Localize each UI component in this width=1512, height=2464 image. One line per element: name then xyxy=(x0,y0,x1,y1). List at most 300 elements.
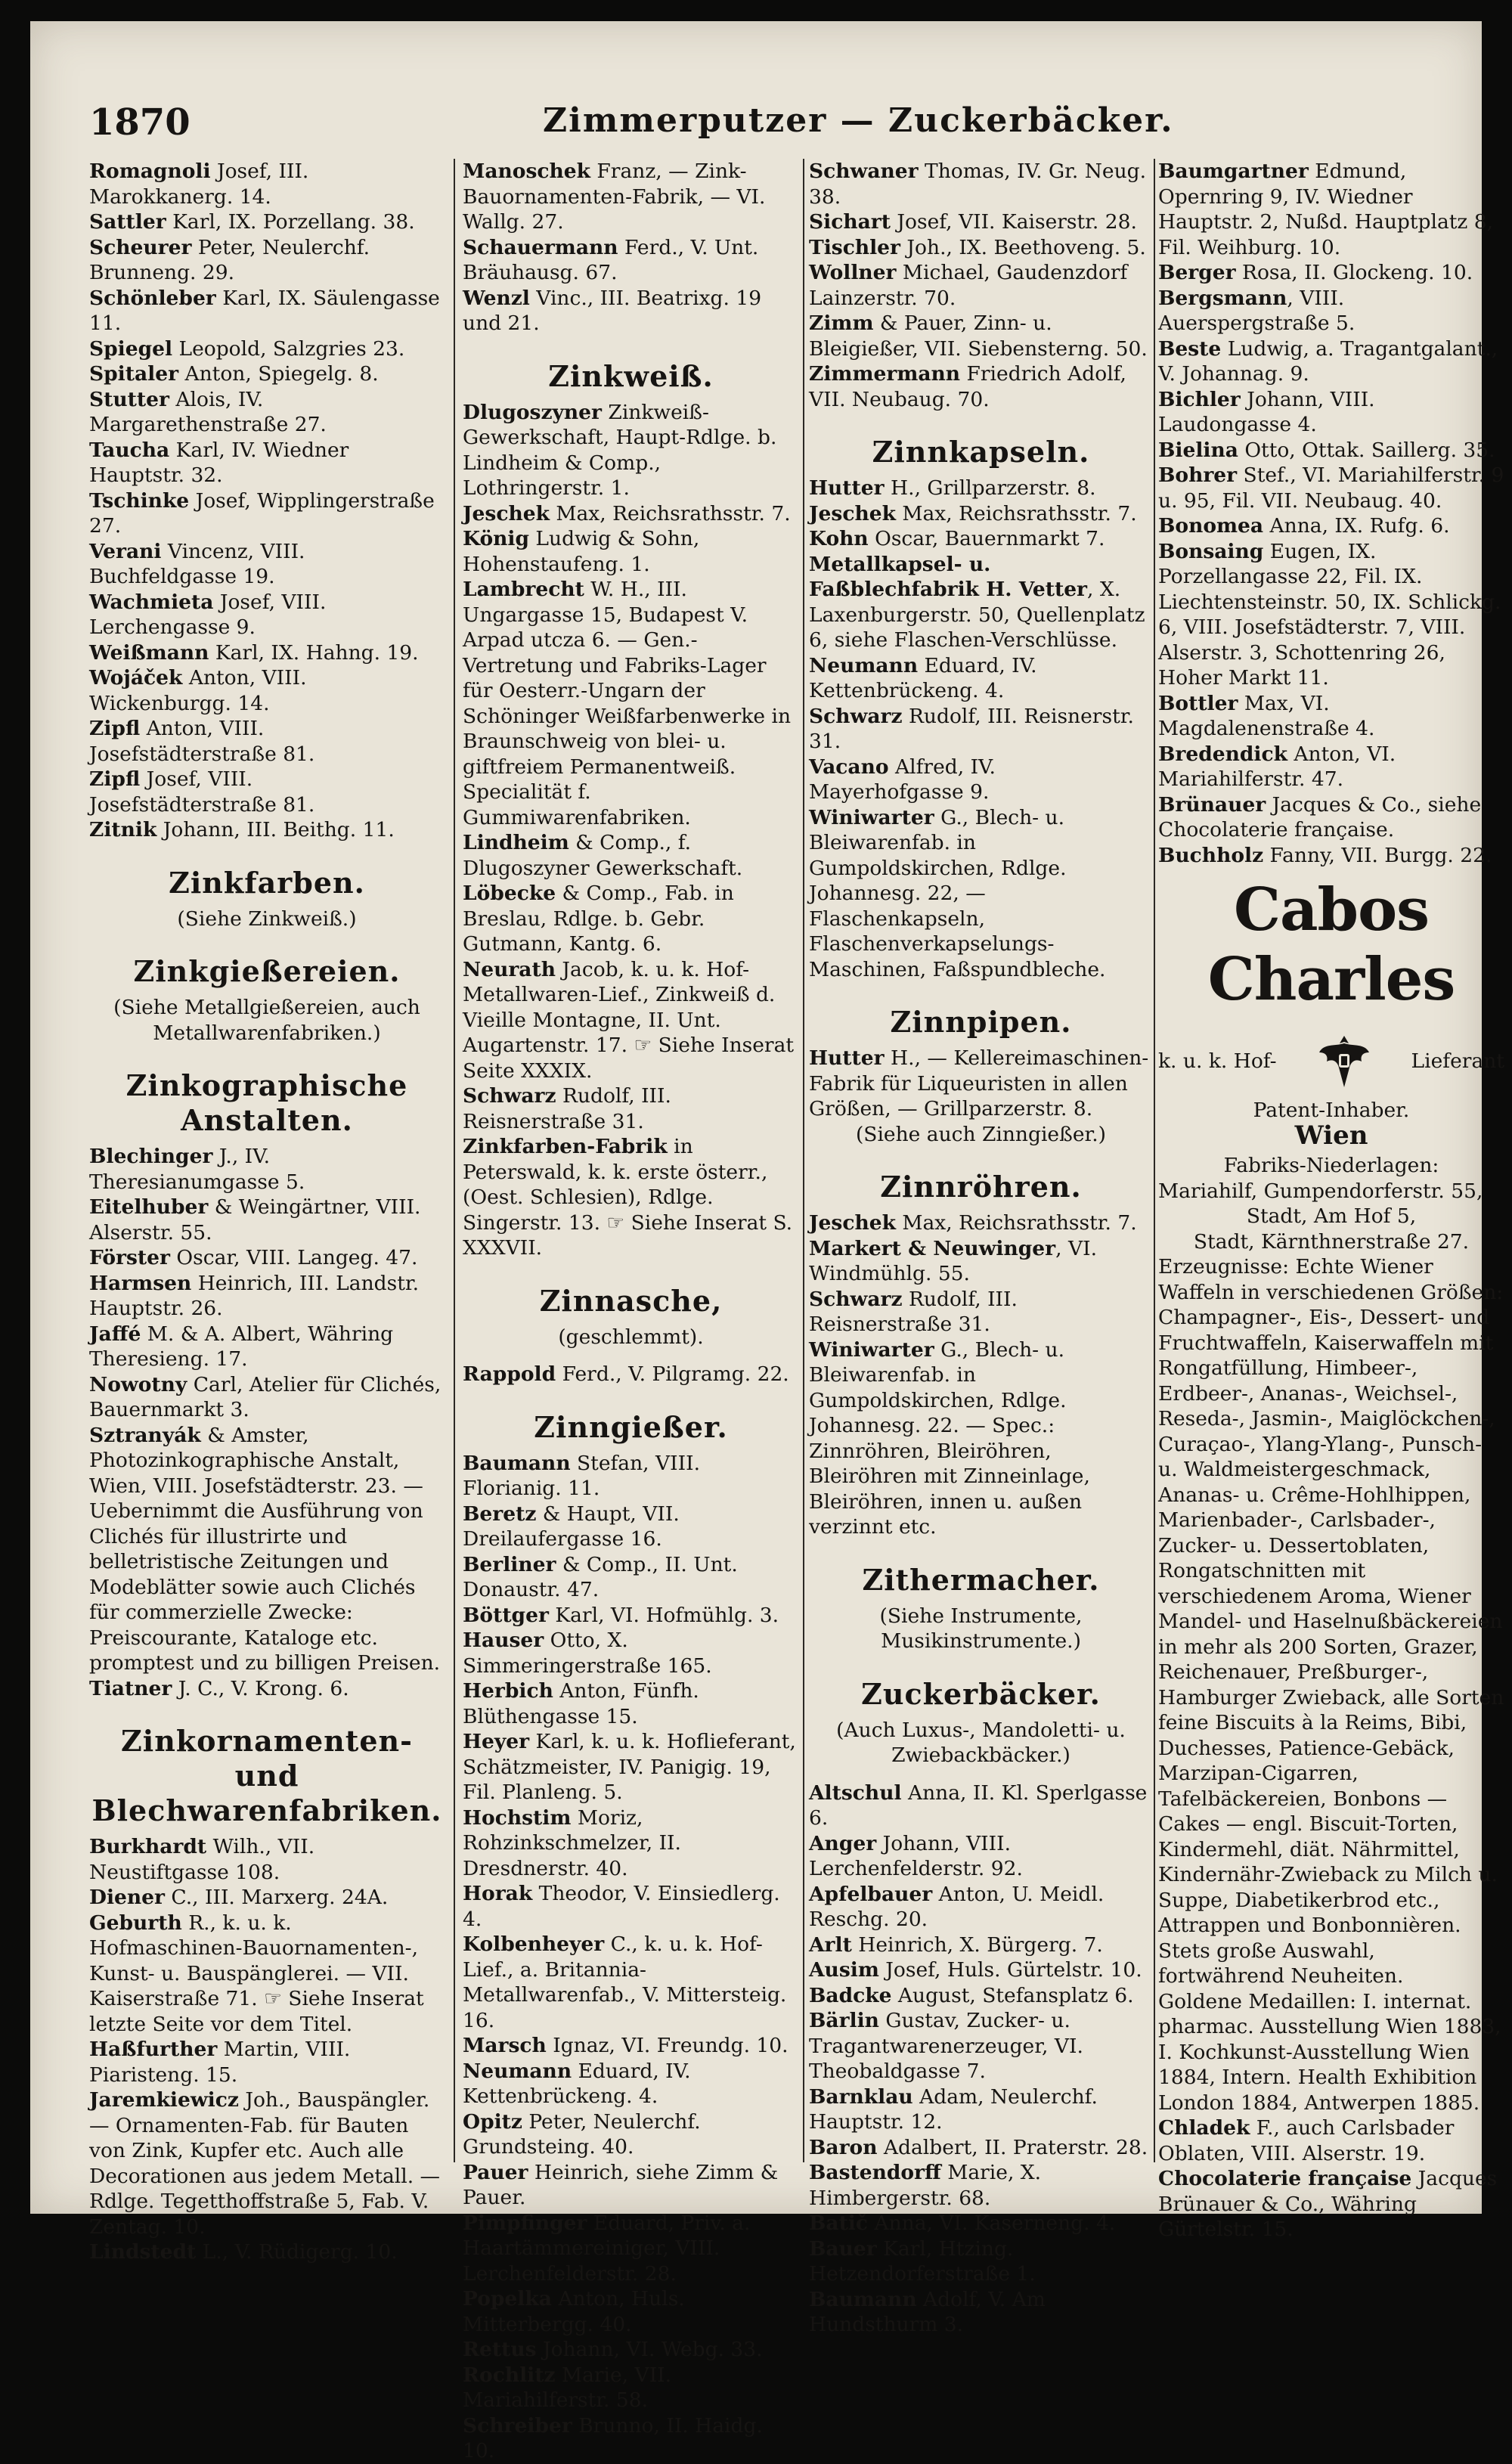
page-number: 1870 xyxy=(89,101,191,144)
directory-entry xyxy=(463,2211,799,2287)
directory-entry xyxy=(463,286,799,336)
outlet-line: Stadt, Am Hof 5, xyxy=(1246,1204,1417,1228)
directory-entry xyxy=(463,526,799,577)
directory-entry xyxy=(89,159,445,209)
directory-entry xyxy=(463,1932,799,2033)
entry-details: Gustav, Zucker- u. Tragantwarenerzeuger, VI. Theobaldgasse 7. xyxy=(809,2009,1083,2083)
entry-name: Brünauer xyxy=(1158,792,1266,817)
directory-entry xyxy=(809,1957,1153,1983)
entry-details: Oscar, Bauernmarkt 7. xyxy=(868,527,1105,550)
entry-details: Anton, VI. Mariahilferstr. 47. xyxy=(1158,742,1396,791)
entry-name: Sattler xyxy=(89,210,166,234)
directory-entry xyxy=(463,400,799,501)
section-heading: Zinnkapseln. xyxy=(872,435,1090,469)
directory-entry xyxy=(89,640,445,666)
entry-details: Oscar, VIII. Langeg. 47. xyxy=(169,1246,418,1269)
entry-name: Nowotny xyxy=(89,1372,187,1396)
directory-entry xyxy=(463,577,799,830)
entry-name: Marsch xyxy=(463,2034,547,2057)
directory-entry xyxy=(89,665,445,716)
entry-details: Karl, IV. Wiedner Hauptstr. 32. xyxy=(89,438,349,487)
entry-details: C., k. u. k. Hof-Lief., a. Britannia-Metallwarenfab., V. Mittersteig. 16. xyxy=(463,1932,787,2032)
entry-name: Zinkfarben-Fabrik xyxy=(463,1135,668,1158)
entry-details: & Pauer, Zinn- u. Bleigießer, VII. Siebensterng. 50. xyxy=(809,311,1148,361)
entry-details: Rudolf, III. Reisnerstraße 31. xyxy=(463,1084,671,1133)
entry-name: Wenzl xyxy=(463,286,530,310)
section-heading: Zinkweiß. xyxy=(548,358,714,393)
entry-name: Bärlin xyxy=(809,2009,879,2032)
entry-name: Rochlitz xyxy=(463,2363,556,2387)
directory-entry xyxy=(463,1134,799,1261)
section-heading: Zithermacher. xyxy=(862,1562,1100,1597)
entry-details: Josef, VIII. Josefstädterstraße 81. xyxy=(89,767,315,817)
entry-details: Anton, VIII. Wickenburgg. 14. xyxy=(89,666,307,715)
entry-details: Max, VI. Magdalenenstraße 4. xyxy=(1158,691,1375,740)
entry-details: Adalbert, II. Praterstr. 28. xyxy=(877,2135,1148,2159)
directory-entry xyxy=(89,817,445,843)
entry-name: Stutter xyxy=(89,387,169,411)
entry-details: in Peterswald, k. k. erste österr., (Oest. Schlesien), Rdlge. Singerstr. 13. ☞ Siehe Inserat S. XXXVII. xyxy=(463,1135,793,1260)
entry-details: Peter, Neulerchf. Grundsteing. 40. xyxy=(463,2109,701,2159)
entry-details: Karl, IX. Porzellang. 38. xyxy=(166,210,415,234)
directory-entry xyxy=(463,159,799,235)
entry-details: , X. Laxenburgerstr. 50, Quellenplatz 6, siehe Flaschen-Verschlüsse. xyxy=(809,578,1145,652)
directory-entry xyxy=(1158,286,1504,336)
directory-entry xyxy=(809,805,1153,983)
entry-name: Lindheim xyxy=(463,831,569,854)
entry-list xyxy=(89,1834,445,2265)
entry-name: Berliner xyxy=(463,1552,556,1576)
entry-details: Anna, II. Kl. Sperlgasse 6. xyxy=(809,1781,1148,1830)
entry-details: August, Stefansplatz 6. xyxy=(891,1983,1134,2007)
entry-name: Jeschek xyxy=(809,1211,896,1235)
entry-name: Zipfl xyxy=(89,717,141,740)
entry-name: Neumann xyxy=(463,2059,572,2083)
entry-details: R., k. u. k. Hofmaschinen-Bauornamenten-, Kunst- u. Bauspänglerei. — VII. Kaiserstraße 71. ☞ Siehe Inserat letzte Seite vor dem Titel. xyxy=(89,1911,424,2036)
entry-name: Lindstedt xyxy=(89,2240,197,2264)
entry-name: Bredendick xyxy=(1158,742,1287,766)
entry-details: Alois, IV. Margarethenstraße 27. xyxy=(89,387,327,436)
entry-details: H., — Kellereimaschinen-Fabrik für Liqueuristen in allen Größen, — Grillparzerstr. 8. xyxy=(809,1046,1149,1120)
directory-entry xyxy=(89,539,445,590)
entry-name: Apfelbauer xyxy=(809,1882,933,1906)
entry-details: Otto, X. Simmeringerstraße 165. xyxy=(463,1629,712,1678)
directory-entry xyxy=(809,704,1153,755)
entry-details: Eduard, IV. Kettenbrückeng. 4. xyxy=(463,2059,691,2108)
directory-entry xyxy=(809,526,1153,552)
entry-name: Bauer xyxy=(809,2236,877,2261)
entry-name: Schwaner xyxy=(809,160,919,183)
entry-details: Josef, Huls. Gürtelstr. 10. xyxy=(878,1958,1142,1982)
entry-details: Jacques Brünauer & Co., Währing Gürtelstr. 15. xyxy=(1158,2167,1498,2241)
entry-name: Anger xyxy=(809,1831,877,1855)
entry-details: Anton, Huls. Mitterbergg. 40. xyxy=(463,2287,685,2336)
column-rule xyxy=(454,159,455,2162)
entry-details: Josef, Wipplingerstraße 27. xyxy=(89,488,435,538)
entry-name: Pauer xyxy=(463,2160,528,2184)
directory-entry xyxy=(809,476,1153,501)
entry-name: Förster xyxy=(89,1246,170,1269)
directory-entry xyxy=(809,1831,1153,1882)
entry-name: Bergsmann xyxy=(1158,286,1287,310)
directory-entry xyxy=(809,361,1153,412)
entry-name: Sichart xyxy=(809,210,891,234)
directory-entry xyxy=(463,830,799,881)
medals-text: Goldene Medaillen: I. internat. pharmac. Ausstellung Wien 1883, I. Kochkunst-Ausstellung Wien 1884, Intern. Health Exhibition London 1884, Antwerpen 1885. xyxy=(1158,1989,1501,2115)
directory-entry xyxy=(89,1245,445,1271)
entry-details: Eduard, IV. Kettenbrückeng. 4. xyxy=(809,653,1037,702)
directory-entry xyxy=(463,2160,799,2211)
entry-name: Haßfurther xyxy=(89,2038,218,2061)
entry-name: Winiwarter xyxy=(809,805,934,829)
entry-name: Zitnik xyxy=(89,818,157,841)
section-note: (Siehe Instrumente, Musikinstrumente.) xyxy=(879,1604,1083,1653)
entry-details: & Weingärtner, VIII. Alserstr. 55. xyxy=(89,1195,421,1244)
entry-name: Badcke xyxy=(809,1983,892,2007)
entry-details: Otto, Ottak. Saillerg. 35. xyxy=(1238,438,1495,462)
entry-name: Bichler xyxy=(1158,387,1241,411)
entry-details: & Comp., f. Dlugoszyner Gewerkschaft. xyxy=(463,831,743,880)
directory-entry xyxy=(463,2109,799,2160)
entry-details: Heinrich, siehe Zimm & Pauer. xyxy=(463,2160,779,2209)
entry-list xyxy=(1158,159,1504,868)
entry-name: Hutter xyxy=(809,1046,885,1070)
entry-name: Diener xyxy=(89,1886,165,1909)
entry-name: Jaremkiewicz xyxy=(89,2088,239,2112)
entry-name: Taucha xyxy=(89,438,170,462)
entry-details: Vincenz, VIII. Buchfeldgasse 19. xyxy=(89,539,305,588)
directory-entry xyxy=(89,488,445,539)
entry-details: M. & A. Albert, Währing Theresieng. 17. xyxy=(89,1322,394,1371)
entry-name: Bonomea xyxy=(1158,514,1264,538)
directory-entry xyxy=(89,336,445,362)
directory-entry xyxy=(809,1983,1153,2009)
entry-details: Franz, — Zink-Bauornamenten-Fabrik, — VI. Wallg. 27. xyxy=(463,160,766,234)
entry-name: Spitaler xyxy=(89,362,179,386)
directory-entry xyxy=(463,2337,799,2363)
entry-name: Dlugoszyner xyxy=(463,400,602,424)
directory-entry xyxy=(89,1144,445,1195)
entry-details: Friedrich Adolf, VII. Neubaug. 70. xyxy=(809,362,1126,411)
entry-name: Bottler xyxy=(1158,691,1238,715)
entry-details: Anton, Spiegelg. 8. xyxy=(178,362,379,386)
entry-name: Barnklau xyxy=(809,2084,913,2109)
entry-name: Zimm xyxy=(809,311,874,335)
entry-details: G., Blech- u. Bleiwarenfab. in Gumpoldskirchen, Rdlge. Johannesg. 22, — Flaschenkapseln, Flaschenverkapselungs-Maschinen, Faßspundbleche. xyxy=(809,805,1106,981)
directory-entry xyxy=(1158,2115,1504,2166)
directory-entry xyxy=(89,716,445,767)
entry-name: Herbich xyxy=(463,1679,553,1703)
directory-entry xyxy=(809,1046,1153,1122)
entry-name: Arlt xyxy=(809,1932,852,1957)
entry-details: Ferd., V. Unt. Bräuhausg. 67. xyxy=(463,235,759,284)
directory-entry xyxy=(463,2363,799,2413)
entry-name: Wollner xyxy=(809,261,897,284)
entry-details: Josef, III. Marokkanerg. 14. xyxy=(89,160,309,209)
directory-entry xyxy=(809,1781,1153,1831)
entry-name: Chladek xyxy=(1158,2116,1250,2140)
entry-name: Chocolaterie française xyxy=(1158,2167,1412,2190)
entry-name: Zipfl xyxy=(89,767,141,791)
directory-entry xyxy=(809,1236,1153,1287)
entry-name: Rettus xyxy=(463,2338,537,2361)
entry-name: Bielina xyxy=(1158,438,1238,462)
section-heading: Zinngießer. xyxy=(534,1409,728,1444)
entry-details: Peter, Neulerchf. Brunneng. 29. xyxy=(89,235,370,284)
section-heading: Zuckerbäcker. xyxy=(861,1676,1101,1711)
entry-details: Anna, IX. Rufg. 6. xyxy=(1263,514,1450,538)
entry-name: Schwarz xyxy=(809,1287,903,1311)
directory-entry xyxy=(89,2087,445,2239)
entry-details: & Amster, Photozinkographische Anstalt, Wien, VIII. Josefstädterstr. 23. — Uebernimmt die Ausführung von Clichés für illustrirte und belletristische Zeitungen und Modeblätter sowie auch Clichés für commerzielle Zwecke: Preiscourante, Kataloge etc. promptest und zu billigen Preisen. xyxy=(89,1423,441,1675)
entry-name: Manoschek xyxy=(463,160,590,183)
entry-name: Pimpfinger xyxy=(463,2211,587,2235)
entry-name: Baumann xyxy=(809,2287,917,2311)
page-header xyxy=(89,71,1495,147)
entry-list xyxy=(463,1362,799,1387)
directory-entry xyxy=(1158,336,1504,387)
entry-details: Adam, Neulerchf. Hauptstr. 12. xyxy=(809,2084,1098,2134)
directory-entry xyxy=(809,2236,1153,2287)
product-list-text: Erzeugnisse: Echte Wiener Waffeln in verschiedenen Größen: Champagner-, Eis-, Dessert- und Fruchtwaffeln, Kaiserwaffeln mit Rongatfüllung, Himbeer-, Erdbeer-, Ananas-, Weichsel-, Reseda-, Jasmin-, Maiglöckchen-, Curaçao-, Ylang-Ylang-, Punsch- u. Waldmeistergeschmack, Ananas- u. Crême-Hohlhippen, Marienbader-, Carlsbader-, Zucker- u. Dessertoblaten, Rongatschnitten mit verschiedenem Aroma, Wiener Mandel- und Haselnußbäckereien in mehr als 200 Sorten, Grazer, Reichenauer, Preßburger-, Hamburger Zwieback, alle Sorten feine Biscuits à la Reims, Bibi, Duchesses, Patience-Gebäck, Marzipan-Cigarren, Tafelbäckereien, Bonbons — Cakes — engl. Biscuit-Torten, Kindermehl, diät. Nährmittel, Kindernähr-Zwieback zu Milch u. Suppe, Diabetikerbrod etc., Attrappen und Bonbonnièren. Stets große Auswahl, fortwährend Neuheiten. xyxy=(1158,1255,1504,1988)
directory-entry xyxy=(809,2211,1153,2236)
directory-entry xyxy=(1158,2166,1504,2242)
entry-name: Sztranyák xyxy=(89,1423,201,1447)
entry-name: Schauermann xyxy=(463,235,618,259)
section-heading: Zinkfarben. xyxy=(169,865,365,900)
directory-entry xyxy=(89,1834,445,1885)
directory-entry xyxy=(463,1729,799,1805)
section-heading: Zinkornamenten- und Blechwarenfabriken. xyxy=(91,1724,442,1827)
entry-name: Neumann xyxy=(809,653,919,677)
column-rule xyxy=(1154,159,1155,2162)
directory-entry xyxy=(1158,742,1504,792)
entry-details: Fanny, VII. Burgg. 22. xyxy=(1263,843,1492,867)
entry-details: Adolf, V. Am Hundsthurm 3. xyxy=(809,2287,1046,2336)
directory-entry xyxy=(809,209,1153,235)
entry-name: Eitelhuber xyxy=(89,1195,209,1219)
entry-name: Zimmermann xyxy=(809,362,961,386)
directory-entry xyxy=(463,1083,799,1134)
section-heading: Zinkographische Anstalten. xyxy=(125,1068,408,1137)
entry-name: Bohrer xyxy=(1158,463,1238,487)
directory-entry xyxy=(809,2135,1153,2161)
entry-details: , VIII. Auerspergstraße 5. xyxy=(1158,286,1356,335)
entry-details: Josef, VII. Kaiserstr. 28. xyxy=(890,210,1137,234)
directory-entry xyxy=(89,235,445,286)
entry-name: Spiegel xyxy=(89,336,173,361)
entry-list xyxy=(89,1144,445,1701)
section-heading: Zinnröhren. xyxy=(880,1170,1082,1204)
entry-details: Anton, Fünfh. Blüthengasse 15. xyxy=(463,1679,699,1728)
entry-name: Tschinke xyxy=(89,488,190,513)
entry-name: Schönleber xyxy=(89,286,216,310)
directory-entry xyxy=(89,1271,445,1322)
directory-entry xyxy=(89,1322,445,1372)
entry-name: Berger xyxy=(1158,261,1236,284)
column-3 xyxy=(809,159,1153,2336)
entry-name: Ausim xyxy=(809,1958,879,1982)
entry-name: Buchholz xyxy=(1158,843,1264,867)
entry-name: Kohn xyxy=(809,527,869,550)
section-note: (Siehe auch Zinngießer.) xyxy=(855,1122,1107,1146)
entry-details: Karl, k. u. k. Hoflieferant, Schätzmeister, IV. Panigig. 19, Fil. Planleng. 5. xyxy=(463,1730,796,1804)
entry-details: & Comp., Fab. in Breslau, Rdlge. b. Gebr. Gutmann, Kantg. 6. xyxy=(463,882,734,956)
directory-entry xyxy=(89,2239,445,2265)
entry-list xyxy=(809,159,1153,412)
entry-name: Winiwarter xyxy=(809,1337,934,1362)
directory-entry xyxy=(463,1881,799,1932)
directory-entry xyxy=(463,1678,799,1729)
directory-entry xyxy=(1158,691,1504,742)
entry-details: C., III. Marxerg. 24A. xyxy=(165,1886,389,1909)
entry-details: Brunno, II. Haidg. 10. xyxy=(463,2413,763,2462)
entry-name: Bastendorff xyxy=(809,2161,941,2184)
entry-list xyxy=(1158,2115,1504,2242)
directory-entry xyxy=(809,2084,1153,2135)
section-note: (Auch Luxus-, Mandoletti- u. Zwiebackbäcker.) xyxy=(836,1718,1126,1767)
entry-details: Eduard, Priv. a. Haartämmereiniger, VIII. Lerchenfelderstr. 28. xyxy=(463,2211,751,2286)
entry-details: , VI. Windmühlg. 55. xyxy=(809,1236,1098,1285)
entry-name: Lambrecht xyxy=(463,578,584,601)
entry-details: Joh., IX. Beethoveng. 5. xyxy=(900,235,1146,259)
entry-details: G., Blech- u. Bleiwarenfab. in Gumpoldskirchen, Rdlge. Johannesg. 22. — Spec.: Zinnröhren, Bleiröhren, Bleiröhren mit Zinneinlage, Bleiröhren, innen u. außen verzinnt etc. xyxy=(809,1337,1090,1539)
entry-name: Jeschek xyxy=(809,501,896,525)
entry-details: Zinkweiß-Gewerkschaft, Haupt-Rdlge. b. Lindheim & Comp., Lothringerstr. 1. xyxy=(463,400,777,500)
entry-name: Hochstim xyxy=(463,1805,572,1830)
entry-list xyxy=(463,400,799,1261)
column-rule xyxy=(803,159,804,2162)
entry-name: Verani xyxy=(89,539,162,563)
directory-entry xyxy=(463,2413,799,2464)
entry-name: Metallkapsel- u. Faßblechfabrik H. Vetter xyxy=(809,552,1088,601)
column-2 xyxy=(463,159,799,2462)
entry-details: Karl, VI. Hofmühlg. 3. xyxy=(548,1603,779,1627)
entry-name: Scheurer xyxy=(89,235,192,259)
directory-entry xyxy=(463,1805,799,1882)
entry-name: Hutter xyxy=(809,476,885,500)
city-name: Wien xyxy=(1294,1120,1368,1151)
directory-entry xyxy=(809,235,1153,261)
outlet-line: Stadt, Kärnthnerstraße 27. xyxy=(1193,1229,1470,1254)
directory-entry xyxy=(1158,843,1504,869)
directory-entry xyxy=(89,1195,445,1245)
entry-list xyxy=(463,1451,799,2464)
entry-list xyxy=(809,1781,1153,2338)
entry-details: Martin, VIII. Piaristeng. 15. xyxy=(89,2038,351,2087)
directory-entry xyxy=(809,1210,1153,1236)
entry-name: König xyxy=(463,527,529,550)
directory-entry xyxy=(809,1882,1153,1932)
entry-details: Max, Reichsrathsstr. 7. xyxy=(549,501,791,525)
entry-details: Rudolf, III. Reisnerstr. 31. xyxy=(809,704,1134,753)
entry-details: Ignaz, VI. Freundg. 10. xyxy=(546,2034,789,2057)
directory-entry xyxy=(89,286,445,336)
patent-line: Patent-Inhaber. xyxy=(1253,1099,1410,1122)
entry-name: Markert & Neuwinger xyxy=(809,1236,1056,1260)
entry-details: & Haupt, VII. Dreilaufergasse 16. xyxy=(463,1502,680,1551)
entry-details: Karl, IX. Hahng. 19. xyxy=(209,640,419,665)
entry-details: J., IV. Theresianumgasse 5. xyxy=(89,1145,305,1194)
entry-details: Anna, VI. Kaserneng. 4. xyxy=(868,2211,1116,2235)
entry-name: Baumann xyxy=(463,1451,571,1475)
directory-entry xyxy=(463,501,799,527)
entry-details: Jacques & Co., siehe Chocolaterie française. xyxy=(1158,792,1482,841)
entry-details: Johann, VIII. Laudongasse 4. xyxy=(1158,387,1375,436)
section-heading: Zinnpipen. xyxy=(890,1005,1072,1039)
purveyor-line xyxy=(1158,1033,1504,1090)
entry-details: Anton, U. Meidl. Reschg. 20. xyxy=(809,1882,1105,1931)
entry-details: Karl, Htzing. Hetzendorferstraße 1. xyxy=(809,2236,1036,2286)
entry-details: Edmund, Opernring 9, IV. Wiedner Hauptstr. 2, Nußd. Hauptplatz 8, Fil. Weihburg. 10. xyxy=(1158,160,1494,259)
entry-details: Eugen, IX. Porzellangasse 22, Fil. IX. Liechtensteinstr. 50, IX. Schlickg. 6, VIII. Josefstädterstr. 7, VIII. Alserstr. 3, Schottenring 26, Hoher Markt 11. xyxy=(1158,539,1501,690)
entry-name: Batič xyxy=(809,2211,869,2235)
directory-entry xyxy=(463,2033,799,2059)
directory-entry xyxy=(89,387,445,438)
directory-entry xyxy=(463,957,799,1084)
entry-list xyxy=(463,159,799,336)
entry-name: Beretz xyxy=(463,1502,537,1526)
entry-details: Karl, IX. Säulengasse 11. xyxy=(89,286,440,335)
entry-details: Moriz, Rohzinkschmelzer, II. Dresdnerstr. 40. xyxy=(463,1805,681,1880)
entry-name: Beste xyxy=(1158,336,1222,361)
directory-page xyxy=(30,21,1504,2462)
entry-details: Heinrich, III. Landstr. Hauptstr. 26. xyxy=(89,1271,420,1320)
entry-name: Baumgartner xyxy=(1158,160,1309,183)
entry-list xyxy=(89,159,445,843)
entry-name: Löbecke xyxy=(463,882,556,905)
entry-details: Stefan, VIII. Florianig. 11. xyxy=(463,1451,700,1500)
entry-details: Alfred, IV. Mayerhofgasse 9. xyxy=(809,755,996,804)
entry-details: Jacob, k. u. k. Hof-Metallwaren-Lief., Zinkweiß d. Vieille Montagne, II. Unt. Augartenstr. 17. ☞ Siehe Inserat Seite XXXIX. xyxy=(463,957,795,1083)
entry-details: F., auch Carlsbader Oblaten, VIII. Alserstr. 19. xyxy=(1158,2116,1455,2165)
directory-entry xyxy=(809,755,1153,805)
entry-name: Blechinger xyxy=(89,1145,213,1168)
column-1 xyxy=(89,159,445,2264)
entry-name: Böttger xyxy=(463,1603,549,1627)
entry-name: Bonsaing xyxy=(1158,539,1264,563)
directory-entry xyxy=(89,767,445,817)
entry-list xyxy=(809,1210,1153,1540)
section-note: (Siehe Metallgießereien, auch Metallwarenfabriken.) xyxy=(113,996,420,1045)
directory-entry xyxy=(463,235,799,286)
directory-entry xyxy=(1158,387,1504,438)
directory-entry xyxy=(809,653,1153,704)
entry-details: Anton, VIII. Josefstädterstraße 81. xyxy=(89,717,315,766)
directory-entry xyxy=(809,501,1153,527)
directory-entry xyxy=(89,1885,445,1911)
entry-name: Romagnoli xyxy=(89,160,211,183)
entry-details: Marie, VII. Mariahilferstr. 58. xyxy=(463,2363,672,2412)
entry-details: Josef, VIII. Lerchengasse 9. xyxy=(89,590,327,639)
directory-entry xyxy=(809,2160,1153,2211)
directory-entry xyxy=(89,1372,445,1423)
entry-name: Tischler xyxy=(809,235,900,259)
entry-name: Harmsen xyxy=(89,1271,192,1295)
entry-name: Rappold xyxy=(463,1362,556,1386)
entry-name: Altschul xyxy=(809,1781,902,1805)
outlets-heading: Fabriks-Niederlagen: xyxy=(1223,1154,1439,1177)
entry-details: Rosa, II. Glockeng. 10. xyxy=(1235,261,1473,284)
entry-details: Joh., Bauspängler. — Ornamenten-Fab. für Bauten von Zink, Kupfer etc. Auch alle Decorationen aus jedem Metall. — Rdlge. Tegetthoffstraße 5, Fab. V. Zentag. 10. xyxy=(89,2088,441,2239)
entry-name: Kolbenheyer xyxy=(463,1932,605,1956)
entry-details: J. C., V. Krong. 6. xyxy=(172,1676,349,1700)
directory-entry xyxy=(1158,463,1504,513)
entry-name: Burkhardt xyxy=(89,1835,207,1858)
entry-name: Geburth xyxy=(89,1911,182,1935)
section-note: (Siehe Zinkweiß.) xyxy=(177,907,357,931)
directory-entry xyxy=(89,1676,445,1702)
